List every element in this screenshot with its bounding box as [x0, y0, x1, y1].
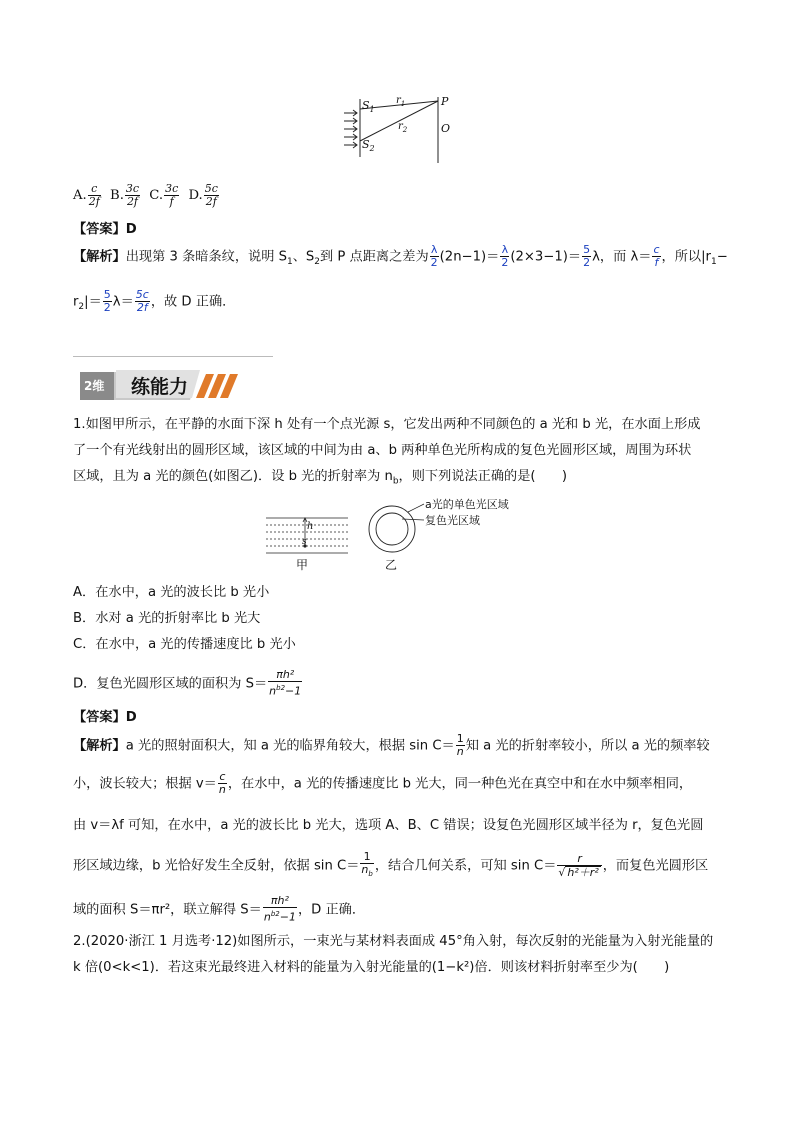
q2-line2: k 倍(0<k<1)．若这束光最终进入材料的能量为入射光能量的(1−k²)倍．则该材料折射率至少为( ) [73, 960, 670, 975]
q1-option-d: D．复色光圆形区域的面积为 S＝ $\frac{\text{πh²}}{n^{b2}-1}$ [73, 668, 302, 698]
q1-analysis-line4: 形区域边缘，b 光恰好发生全反射，依据 sin C＝ $\frac{1}{n_b}$ ，结合几何关系，可知 sin C＝ $\frac{r}{\text{√ h²＋r²}}$ ，而复色光圆形区 [73, 850, 709, 879]
q1-analysis-line3: 由 v＝λf 可知，在水中，a 光的波长比 b 光大，选项 A、B、C 错误；设复色光圆形区域半径为 r，复色光圆 [73, 818, 704, 833]
section-badge: 2维 [84, 379, 105, 393]
q1-analysis-line2: 小，波长较大；根据 v＝ $\frac{c}{n}$ ，在水中，a 光的传播速度比 b 光大，同一种色光在真空中和在水中频率相同， [73, 770, 693, 796]
q1-option-a: A．在水中，a 光的波长比 b 光小 [73, 585, 270, 600]
fig-label-jia: 甲 [296, 558, 309, 572]
prev-options: A. $\frac{c}{2f}$ B. $\frac{3c}{2f}$ C. $\frac{3c}{f}$ D. $\frac{5c}{2f}$ [73, 182, 218, 208]
label-s2: $S_2$ [362, 138, 375, 154]
section-title: 练能力 [131, 376, 189, 398]
q1-analysis-line1: 【解析】a 光的照射面积大，知 a 光的临界角较大，根据 sin C＝ $\frac{1}{n}$ 知 a 光的折射率较小，所以 a 光的频率较 [73, 732, 710, 758]
fig-label-yi: 乙 [385, 558, 398, 572]
fig-label-h: h [307, 521, 314, 532]
label-mixed-region: 复色光区域 [425, 514, 480, 527]
fig-label-s: s [302, 537, 307, 547]
label-a-region: a光的单色光区域 [425, 498, 509, 511]
q1-answer: 【答案】D [73, 710, 137, 725]
label-o: O [441, 122, 451, 135]
label-r2: $r_2$ [398, 121, 408, 134]
prev-analysis-line1: 【解析】出现第 3 条暗条纹，说明 $S_1$、$S_2$到 P 点距离之差为 $\frac{\lambda}{2}$ (2n−1)＝ $\frac{\lambda}{2}$ (2×3−1)＝ $\frac{5}{2}$ λ，而 λ＝ $\frac{c}{f}$ ，所以$|r_1-$ [73, 243, 728, 269]
q1-line1: 1.如图甲所示，在平静的水面下深 h 处有一个点光源 s，它发出两种不同颜色的 a 光和 b 光，在水面上形成 [73, 417, 701, 432]
label-s1: $S_1$ [362, 99, 375, 115]
prev-analysis-line2: $r_2|=$ $\frac{5}{2}$ λ＝ $\frac{5c}{2f}$ ，故 D 正确． [73, 288, 236, 314]
q1-line3: 区域，且为 a 光的颜色(如图乙)．设 b 光的折射率为 $n_b$，则下列说法正确的是( ) [73, 469, 568, 487]
q1-option-c: C．在水中，a 光的传播速度比 b 光小 [73, 637, 296, 652]
q2-line1: 2.(2020·浙江 1 月选考·12)如图所示，一束光与某材料表面成 45°角入射，每次反射的光能量为入射光能量的 [73, 934, 714, 949]
q1-option-b: B．水对 a 光的折射率比 b 光大 [73, 611, 261, 626]
section-divider [73, 356, 273, 357]
q1-line2: 了一个有光线射出的圆形区域，该区域的中间为由 a、b 两种单色光所构成的复色光圆形区域，周围为环状 [73, 443, 692, 458]
label-r1: $r_1$ [396, 95, 406, 108]
label-p: P [441, 95, 449, 108]
q1-analysis-line5: 域的面积 S＝πr²，联立解得 S＝ $\frac{\text{πh²}}{n^{b2}-1}$ ，D 正确． [73, 894, 366, 924]
prev-answer: 【答案】D [73, 222, 137, 237]
